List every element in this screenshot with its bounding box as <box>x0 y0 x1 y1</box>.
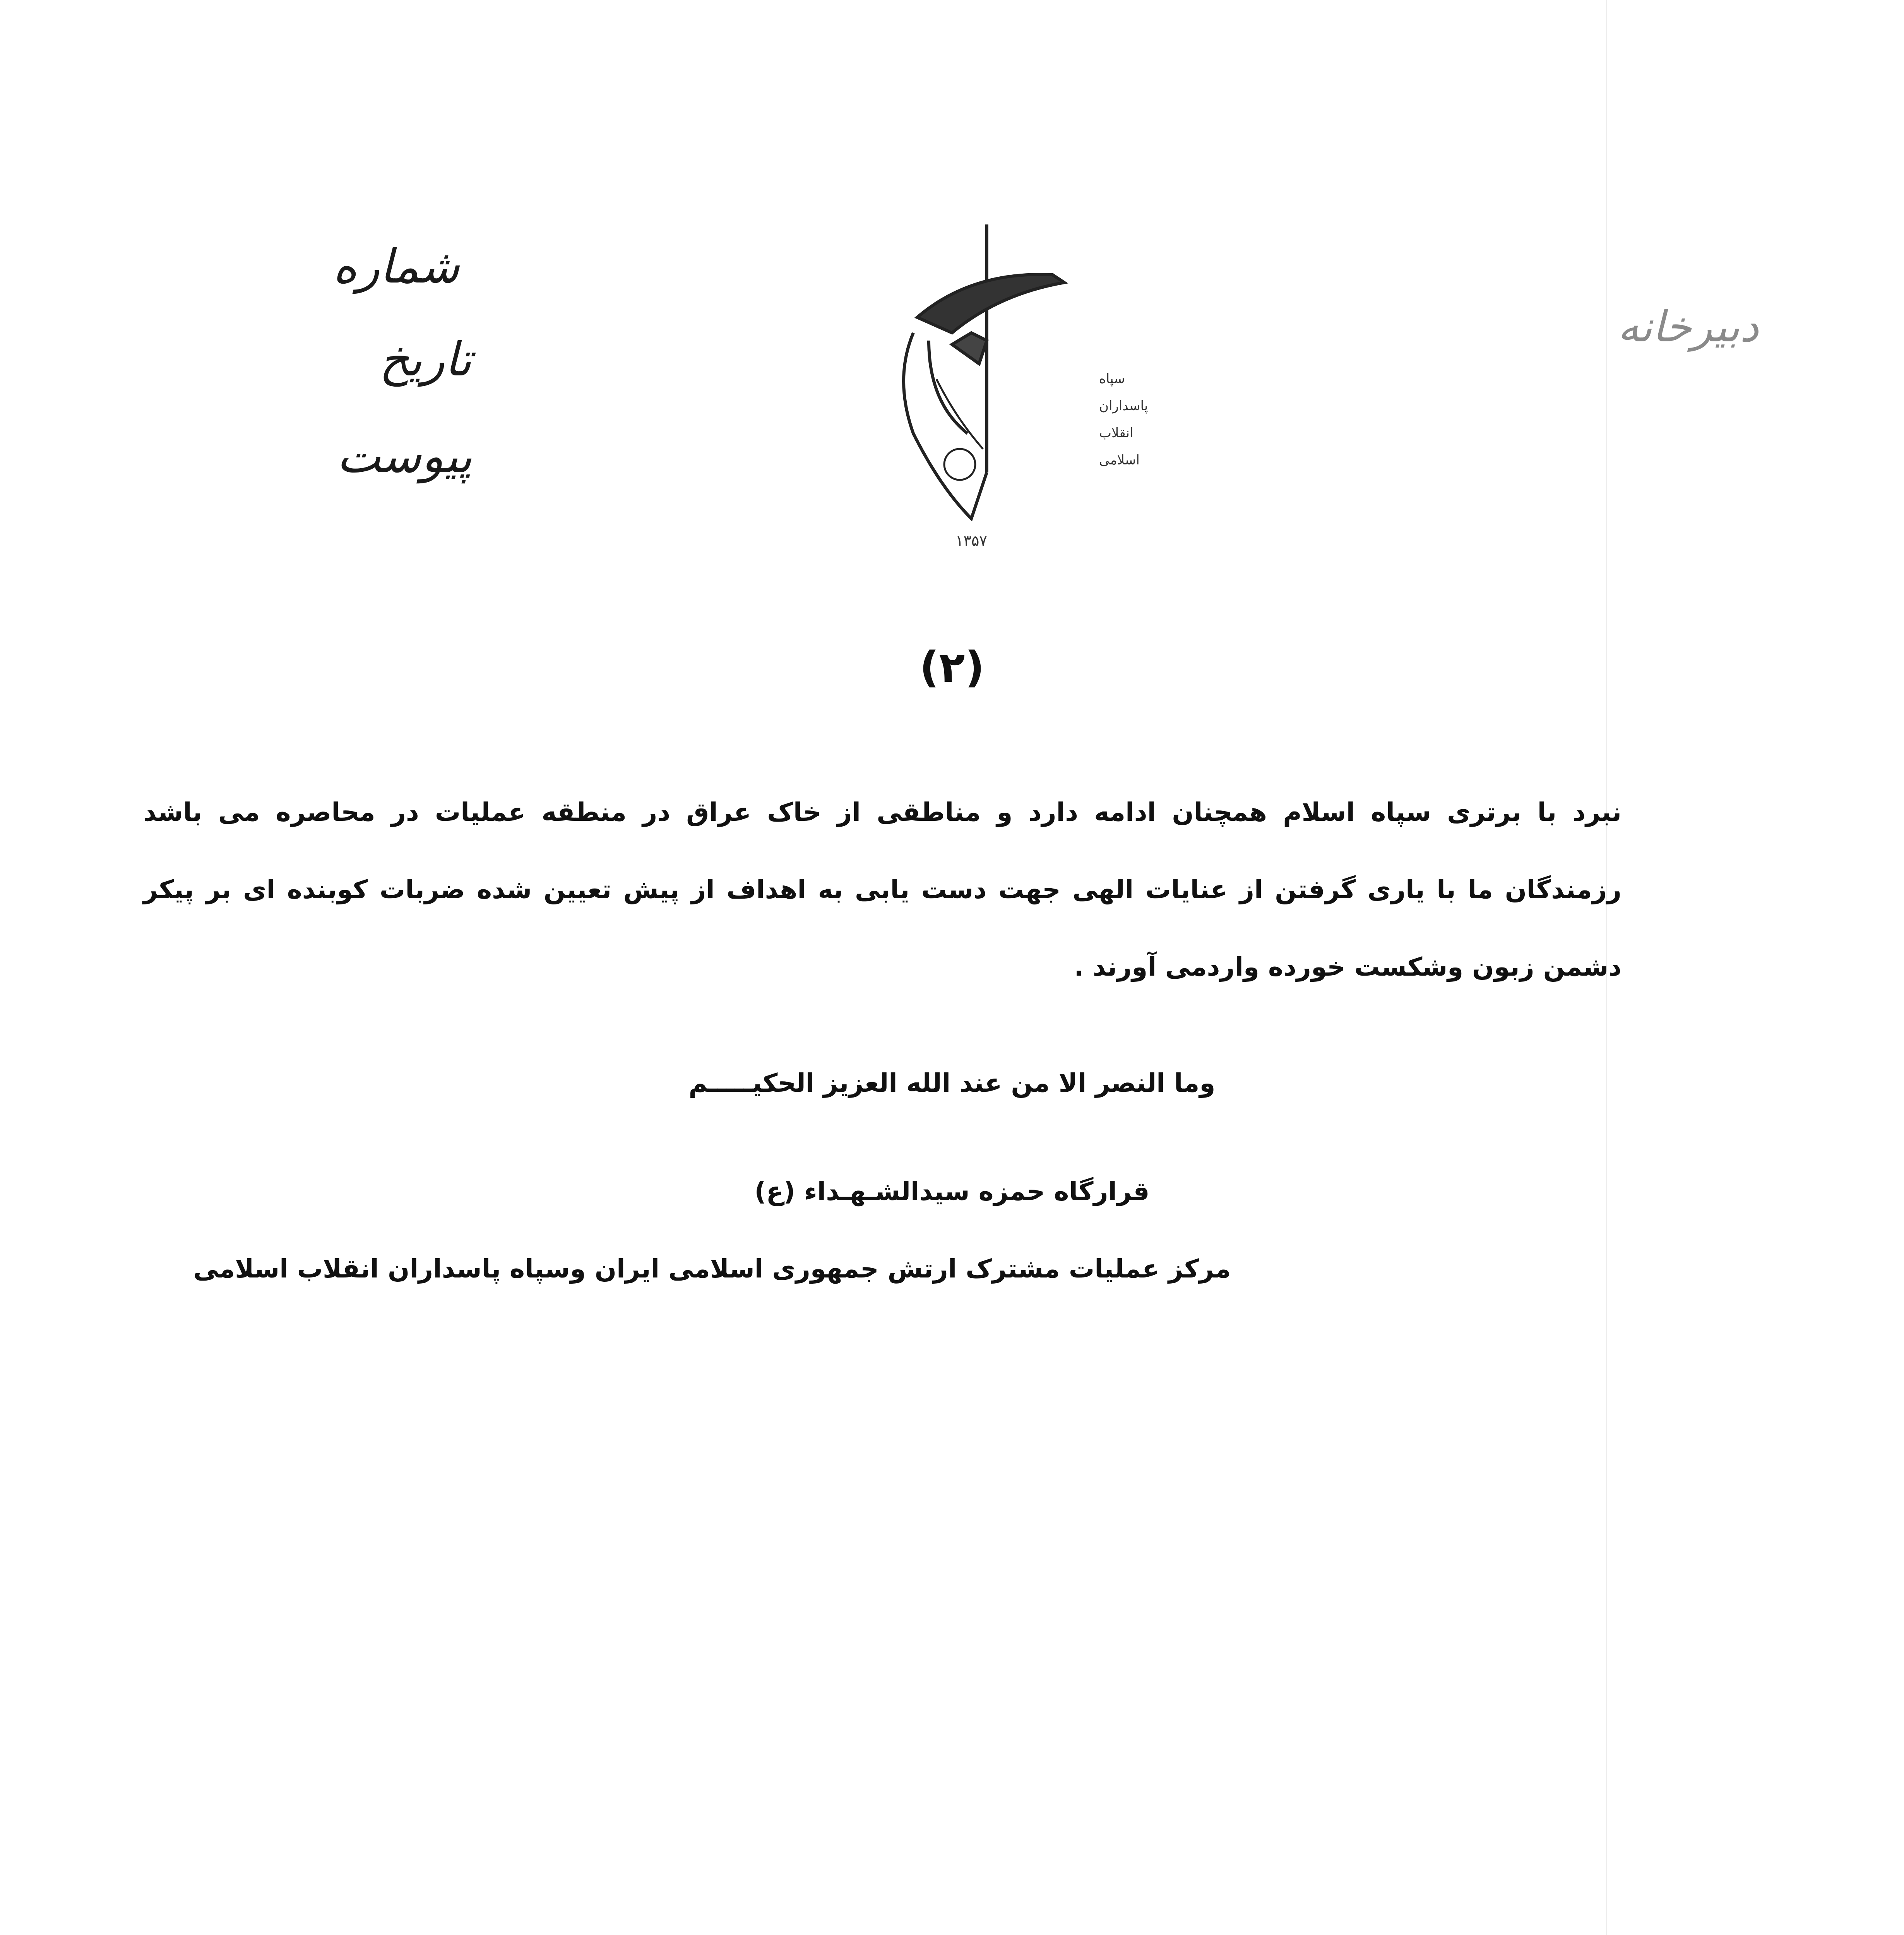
number-field-label: شماره <box>333 240 460 294</box>
rifle-shape <box>917 274 1064 333</box>
body-paragraph-line: نبرد با برتری سپاه اسلام همچنان ادامه دارد و مناطقی از خاک عراق در منطقه عملیات در محاصره می باشد <box>143 797 1621 827</box>
fist-knuckles <box>952 333 987 364</box>
emblem-year: ۱۳۵۷ <box>955 532 987 549</box>
top-right-handwritten-mark: دبیرخانه <box>1618 302 1759 351</box>
irgc-emblem-icon <box>871 217 1148 553</box>
body-paragraph-line: رزمندگان ما با یاری گرفتن از عنایات الهی جهت دست یابی به اهداف از پیش تعیین شده ضربات کوبنده ای بر پیکر <box>143 875 1621 904</box>
page-number: (۲) <box>919 642 985 692</box>
date-field-label: تاریخ <box>379 333 472 387</box>
globe-shape <box>944 449 975 480</box>
body-paragraph-line: دشمن زبون وشکست خورده واردمی آورند . <box>1074 952 1621 982</box>
emblem-text-line: انقلاب <box>1099 425 1133 441</box>
emblem-text-line: اسلامی <box>1099 452 1140 468</box>
emblem-text-line: سپاه <box>1099 371 1125 387</box>
fist-outline <box>929 341 967 433</box>
organization-name: مرکز عملیات مشترک ارتش جمهوری اسلامی ایران وسپاه پاسداران انقلاب اسلامی <box>193 1254 1231 1284</box>
headquarters-name: قرارگاه حمزه سیدالشـهـداء (ع) <box>754 1176 1150 1206</box>
attachment-field-label: پیوست <box>337 430 472 483</box>
closing-verse: وما النصر الا من عند الله العزیز الحکیـــــم <box>688 1068 1216 1098</box>
emblem-text-line: پاسداران <box>1099 398 1148 414</box>
